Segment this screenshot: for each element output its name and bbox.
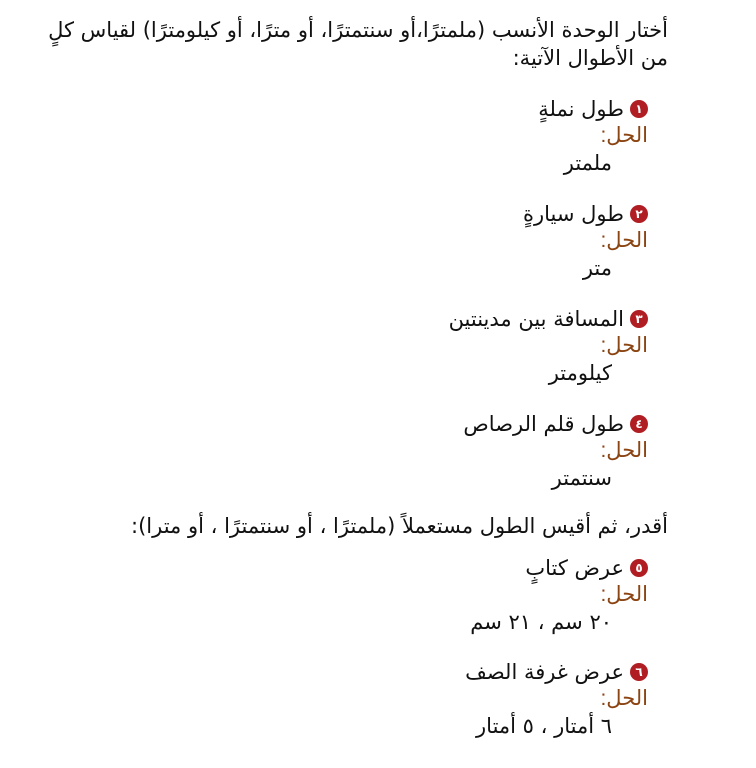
question-item-1 [40, 95, 668, 177]
question-item-5 [40, 554, 668, 636]
question-number-badge: ٢ [630, 205, 648, 223]
section1-questions [40, 95, 668, 492]
answer-text: ملمتر [563, 151, 612, 175]
question-number-badge: ٣ [630, 310, 648, 328]
question-number-badge: ٦ [630, 663, 648, 681]
answer-text: متر [582, 256, 612, 280]
solution-label: الحل: [600, 687, 648, 710]
question-text: عرض غرفة الصف [465, 660, 624, 684]
question-number-badge: ١ [630, 100, 648, 118]
solution-label: الحل: [600, 334, 648, 357]
question-number-badge: ٥ [630, 559, 648, 577]
solution-label: الحل: [600, 124, 648, 147]
answer-text: ٦ أمتار ، ٥ أمتار [476, 714, 612, 738]
section2-instructions: أقدر، ثم أقيس الطول مستعملاً (ملمترًا ، أو سنتمترًا ، أو مترا): [131, 514, 668, 538]
section1-instructions: أختار الوحدة الأنسب (ملمترًا،أو سنتمترًا، أو مترًا، أو كيلومترًا) لقياس كلٍ من الأطوال الآتية: [48, 18, 668, 70]
solution-label: الحل: [600, 583, 648, 606]
question-item-6 [40, 658, 668, 740]
solution-label: الحل: [600, 439, 648, 462]
question-number-badge: ٤ [630, 415, 648, 433]
question-text: عرض كتابٍ [525, 556, 624, 580]
section2-questions [40, 554, 668, 740]
question-item-4 [40, 410, 668, 492]
answer-text: ٢٠ سم ، ٢١ سم [470, 610, 612, 634]
question-text: المسافة بين مدينتين [448, 307, 624, 331]
question-text: طول نملةٍ [538, 97, 624, 121]
answer-text: كيلومتر [548, 361, 612, 385]
question-text: طول قلم الرصاص [463, 412, 624, 436]
answer-text: سنتمتر [551, 466, 612, 490]
solution-label: الحل: [600, 229, 648, 252]
question-text: طول سيارةٍ [523, 202, 624, 226]
question-item-3 [40, 305, 668, 387]
question-item-2 [40, 200, 668, 282]
